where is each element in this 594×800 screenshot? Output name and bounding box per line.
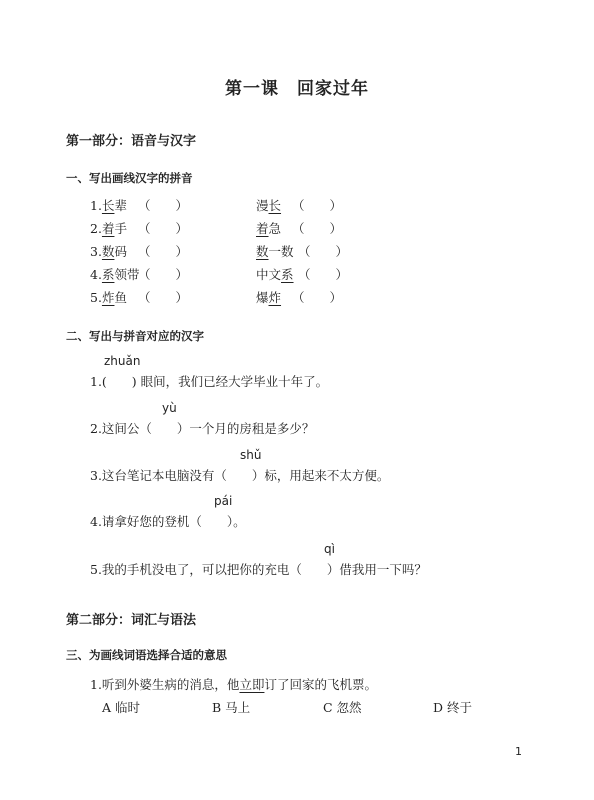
item-text: 爆: [256, 290, 269, 305]
option-a[interactable]: A 临时: [102, 700, 141, 715]
sec2-item-2: 2.这间公（ ）一个月的房租是多少？: [90, 421, 315, 436]
pinyin-hint: shǔ: [240, 448, 262, 462]
underlined-char: 系: [281, 267, 294, 282]
item-text: 领带: [114, 267, 140, 282]
sec2-item-1: 1.( ) 眼间，我们已经大学毕业十年了。: [90, 374, 329, 389]
item-text: 一数: [268, 244, 294, 259]
option-d[interactable]: D 终于: [433, 700, 472, 715]
sec2-item-5: 5.我的手机没电了，可以把你的充电（ ）借我用一下吗？: [90, 562, 427, 577]
answer-paren[interactable]: （ ）: [138, 244, 189, 259]
item-text: 中文: [256, 267, 282, 282]
underlined-char: 长: [268, 198, 282, 213]
sec1-left-item-4: [90, 265, 139, 283]
part1-heading: 第一部分：语音与汉字: [66, 134, 197, 149]
item-number: 5.: [90, 290, 102, 305]
option-c[interactable]: C 忽然: [323, 700, 362, 715]
pinyin-hint: zhuǎn: [104, 354, 141, 368]
sec2-item-4: 4.请拿好您的登机（ ）。: [90, 514, 246, 529]
answer-paren[interactable]: （ ）: [292, 221, 343, 236]
item-number: 1.: [90, 198, 102, 213]
sec1-right-item-2: [256, 219, 281, 237]
underlined-char: 长: [101, 198, 115, 213]
underlined-char: 着: [101, 221, 115, 236]
sec1-left-item-3: [90, 242, 127, 260]
section3-heading: 三、为画线词语选择合适的意思: [66, 648, 227, 662]
item-number: 3.: [90, 244, 102, 259]
sec1-left-item-2: [90, 219, 127, 237]
sec3-question-1: [90, 675, 377, 693]
section1-heading: 一、写出画线汉字的拼音: [66, 171, 193, 185]
part2-heading: 第二部分：词汇与语法: [66, 613, 197, 628]
item-text: 漫: [256, 198, 269, 213]
item-number: 2.: [90, 221, 102, 236]
underlined-word: 立即: [239, 677, 265, 692]
option-b[interactable]: B 马上: [212, 700, 251, 715]
item-text: 手: [114, 221, 127, 236]
underlined-char: 着: [256, 221, 269, 236]
pinyin-hint: qì: [324, 542, 335, 556]
pinyin-hint: yù: [162, 401, 177, 415]
page-title: 第一课 回家过年: [225, 79, 369, 99]
underlined-char: 系: [101, 267, 115, 282]
item-text: 码: [114, 244, 127, 259]
item-number: 4.: [90, 267, 102, 282]
answer-paren[interactable]: （ ）: [298, 244, 349, 259]
sec1-left-item-1: [90, 196, 127, 214]
answer-paren[interactable]: （ ）: [138, 267, 189, 282]
sec1-right-item-1: [256, 196, 281, 214]
item-text: 鱼: [114, 290, 127, 305]
answer-paren[interactable]: （ ）: [138, 290, 189, 305]
sec1-left-item-5: [90, 288, 127, 306]
sec1-right-item-5: [256, 288, 281, 306]
answer-paren[interactable]: （ ）: [292, 198, 343, 213]
item-text: 辈: [114, 198, 127, 213]
underlined-char: 炸: [268, 290, 282, 305]
question-text: 1.听到外婆生病的消息，他: [90, 677, 240, 692]
answer-paren[interactable]: （ ）: [298, 267, 349, 282]
section2-heading: 二、写出与拼音对应的汉字: [66, 329, 204, 343]
underlined-char: 炸: [101, 290, 115, 305]
underlined-char: 数: [256, 244, 269, 259]
pinyin-hint: pái: [214, 494, 233, 508]
question-text: 订了回家的飞机票。: [264, 677, 377, 692]
sec2-item-3: 3.这台笔记本电脑没有（ ）标，用起来不太方便。: [90, 468, 390, 483]
sec1-right-item-4: [256, 265, 294, 283]
sec1-right-item-3: [256, 242, 294, 260]
underlined-char: 数: [101, 244, 115, 259]
page-number: 1: [515, 745, 522, 758]
answer-paren[interactable]: （ ）: [292, 290, 343, 305]
answer-paren[interactable]: （ ）: [138, 221, 189, 236]
answer-paren[interactable]: （ ）: [138, 198, 189, 213]
item-text: 急: [268, 221, 282, 236]
